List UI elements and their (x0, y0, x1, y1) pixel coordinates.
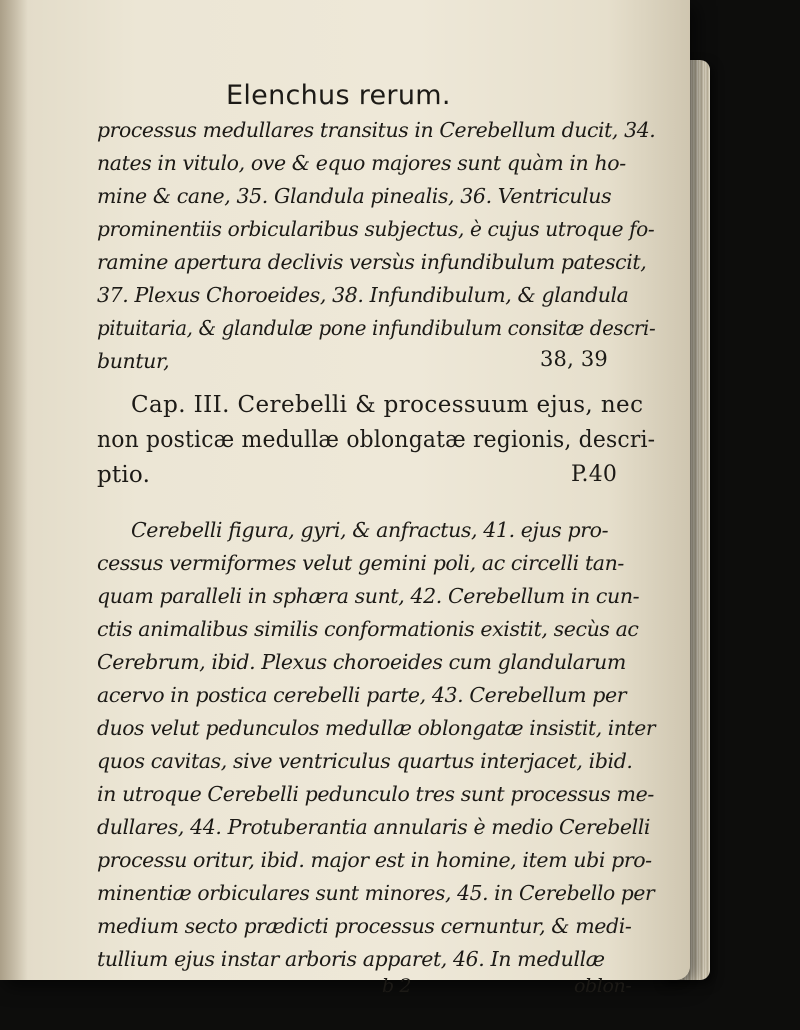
text-line: mine & cane, 35. Glandula pinealis, 36. Ventriculus (97, 184, 612, 208)
text-line: pituitaria, & glandulæ pone infundibulum consitæ descri- (97, 316, 656, 340)
text-line: duos velut pedunculos medullæ oblongatæ insistit, inter (97, 716, 656, 740)
text-line: quam paralleli in sphæra sunt, 42. Cerebellum in cun- (97, 584, 640, 608)
text-line: acervo in postica cerebelli parte, 43. Cerebellum per (97, 683, 627, 707)
text-line: nates in vitulo, ove & equo majores sunt quàm in ho- (97, 151, 626, 175)
chapter-heading: ptio. (97, 462, 151, 488)
text-line: minentiæ orbiculares sunt minores, 45. in Cerebello per (97, 881, 655, 905)
running-title: Elenchus rerum. (226, 80, 451, 111)
text-line: buntur, (97, 349, 170, 373)
text-line: in utroque Cerebelli pedunculo tres sunt processus me- (97, 782, 654, 806)
text-line: Cerebrum, ibid. Plexus choroeides cum glandularum (97, 650, 626, 674)
text-line: Cerebelli figura, gyri, & anfractus, 41. ejus pro- (131, 518, 609, 542)
text-line: medium secto prædicti processus cernuntur, & medi- (97, 914, 632, 938)
catchword: oblon- (574, 975, 632, 997)
chapter-heading: Cap. III. Cerebelli & processuum ejus, nec (131, 392, 644, 418)
text-line: quos cavitas, sive ventriculus quartus interjacet, ibid. (97, 749, 633, 773)
text-line: prominentiis orbicularibus subjectus, è cujus utroque fo- (97, 217, 655, 241)
text-line: 37. Plexus Choroeides, 38. Infundibulum, & glandula (97, 283, 629, 307)
text-line: tullium ejus instar arboris apparet, 46. In medullæ (97, 947, 605, 971)
page-reference: P.40 (571, 462, 618, 487)
text-line: ramine apertura declivis versùs infundibulum patescit, (97, 250, 647, 274)
text-line: processu oritur, ibid. major est in homine, item ubi pro- (97, 848, 652, 872)
text-line: dullares, 44. Protuberantia annularis è medio Cerebelli (97, 815, 651, 839)
signature-mark: b 2 (382, 975, 412, 997)
text-line: cessus vermiformes velut gemini poli, ac circelli tan- (97, 551, 624, 575)
page-reference: 38, 39 (540, 347, 608, 371)
chapter-heading: non posticæ medullæ oblongatæ regionis, descri- (97, 427, 656, 453)
text-line: processus medullares transitus in Cerebellum ducit, 34. (97, 118, 656, 142)
text-line: ctis animalibus similis conformationis existit, secùs ac (97, 617, 639, 641)
